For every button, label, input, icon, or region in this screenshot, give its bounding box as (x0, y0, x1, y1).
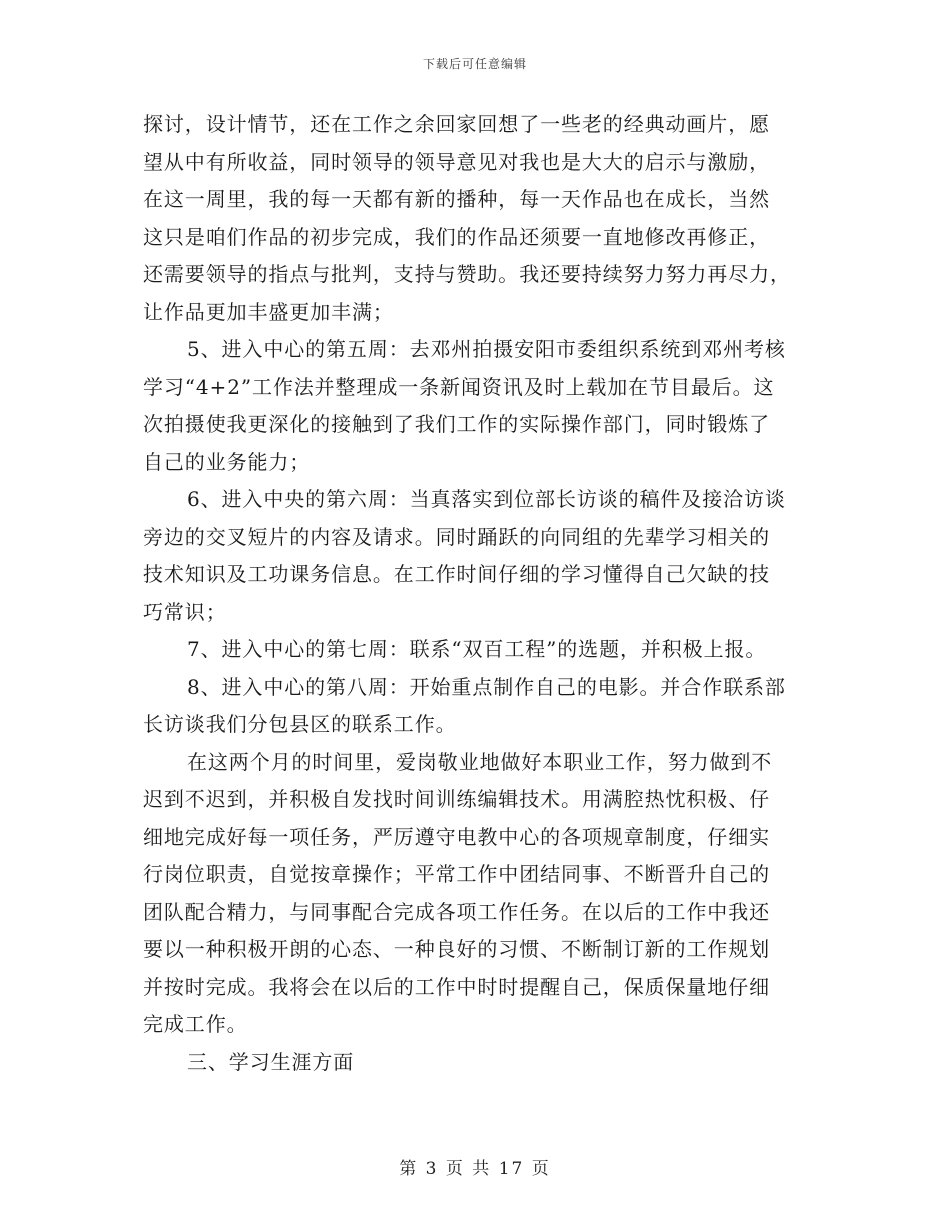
section-heading: 三、学习生涯方面 (187, 1049, 355, 1074)
text-line: 并按时完成。我将会在以后的工作中时时提醒自己，保质保量地仔细 (143, 974, 770, 999)
text-line: 学习“4+2”工作法并整理成一条新闻资讯及时上载加在节目最后。这 (143, 374, 775, 399)
text-line: 巧常识； (143, 599, 227, 624)
text-line: 这只是咱们作品的初步完成，我们的作品还须要一直地修改再修正， (143, 224, 770, 249)
text-line: 行岗位职责，自觉按章操作；平常工作中团结同事、不断晋升自己的 (143, 862, 770, 886)
text-line: 自己的业务能力； (143, 449, 311, 474)
page-number: 第 3 页 共 17 页 (399, 1159, 551, 1179)
text-line: 还需要领导的指点与批判，支持与赞助。我还要持续努力努力再尽力， (143, 262, 791, 286)
document-body (143, 106, 811, 1081)
text-line: 细地完成好每一项任务，严厉遵守电教中心的各项规章制度，仔细实 (143, 824, 770, 849)
text-line: 迟到不迟到，并积极自发找时间训练编辑技术。用满腔热忱积极、仔 (143, 787, 770, 811)
text-line: 旁边的交叉短片的内容及请求。同时踊跃的向同组的先辈学习相关的 (143, 524, 770, 549)
text-line: 让作品更加丰盛更加丰满； (143, 299, 394, 324)
text-line: 在这一周里，我的每一天都有新的播种，每一天作品也在成长，当然 (143, 187, 770, 211)
text-line: 要以一种积极开朗的心态、一种良好的习惯、不断制订新的工作规划 (143, 937, 770, 961)
text-line: 望从中有所收益，同时领导的领导意见对我也是大大的启示与激励， (143, 149, 770, 174)
text-line: 在这两个月的时间里，爱岗敬业地做好本职业工作，努力做到不 (187, 749, 773, 774)
text-line: 团队配合精力，与同事配合完成各项工作任务。在以后的工作中我还 (143, 899, 770, 924)
text-line: 探讨，设计情节，还在工作之余回家回想了一些老的经典动画片，愿 (143, 112, 770, 136)
page-header: 下载后可任意编辑 (422, 57, 527, 71)
text-line: 8、进入中心的第八周：开始重点制作自己的电影。并合作联系部 (187, 674, 786, 699)
text-line: 7、进入中心的第七周：联系“双百工程”的选题，并积极上报。 (187, 637, 767, 661)
text-line: 次拍摄使我更深化的接触到了我们工作的实际操作部门，同时锻炼了 (143, 412, 770, 436)
text-line: 完成工作。 (143, 1012, 248, 1036)
text-line: 5、进入中心的第五周：去邓州拍摄安阳市委组织系统到邓州考核 (187, 337, 786, 361)
text-line: 技术知识及工功课务信息。在工作时间仔细的学习懂得自己欠缺的技 (143, 562, 770, 586)
text-line: 6、进入中央的第六周：当真落实到位部长访谈的稿件及接洽访谈 (187, 487, 786, 511)
text-line: 长访谈我们分包县区的联系工作。 (143, 712, 457, 736)
